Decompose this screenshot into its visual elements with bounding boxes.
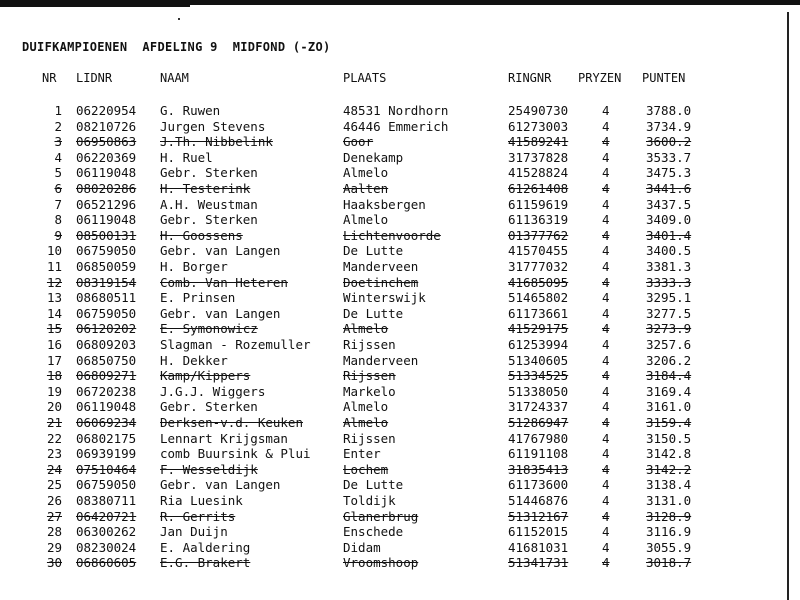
cell-ringnr: 61152015 — [508, 524, 569, 540]
header-nr: NR — [42, 71, 57, 85]
cell-lidnr: 06850750 — [76, 352, 137, 368]
cell-punten: 3138.4 — [646, 477, 692, 493]
cell-pryzen: 4 — [602, 103, 610, 118]
cell-lidnr: 06759050 — [76, 477, 137, 493]
cell-ringnr: 61159619 — [508, 196, 569, 212]
cell-plaats: 48531 Nordhorn — [343, 103, 449, 118]
cell-lidnr: 06809271 — [76, 368, 137, 384]
cell-pryzen: 4 — [602, 383, 610, 399]
cell-plaats: Rijssen — [343, 368, 396, 384]
cell-ringnr: 41529175 — [508, 321, 569, 337]
cell-ringnr: 51338050 — [508, 383, 569, 399]
cell-pryzen: 4 — [602, 493, 610, 508]
cell-lidnr: 06720238 — [76, 383, 137, 399]
cell-ringnr: 51465802 — [508, 290, 569, 306]
table-row — [0, 431, 786, 446]
cell-lidnr: 06119048 — [76, 212, 137, 228]
cell-punten: 3788.0 — [646, 103, 692, 118]
cell-naam: Comb. Van Heteren — [160, 274, 288, 290]
table-row — [0, 384, 786, 399]
cell-nr: 30 — [46, 555, 62, 571]
cell-plaats: Glanerbrug — [343, 508, 419, 524]
cell-lidnr: 06850059 — [76, 259, 137, 274]
cell-plaats: Toldijk — [343, 493, 396, 508]
cell-naam: H. Borger — [160, 259, 228, 274]
cell-naam: H. Ruel — [160, 149, 213, 165]
cell-pryzen: 4 — [602, 290, 610, 306]
cell-naam: E. Prinsen — [160, 290, 236, 306]
cell-lidnr: 06939199 — [76, 446, 137, 462]
cell-nr: 12 — [46, 274, 62, 290]
cell-punten: 3055.9 — [646, 539, 692, 555]
cell-lidnr: 06119048 — [76, 165, 137, 181]
cell-lidnr: 06119048 — [76, 399, 137, 415]
cell-nr: 10 — [46, 243, 62, 259]
cell-plaats: De Lutte — [343, 243, 404, 259]
cell-naam: Lennart Krijgsman — [160, 430, 288, 446]
cell-punten: 3018.7 — [646, 555, 692, 571]
cell-pryzen: 4 — [602, 415, 610, 430]
cell-plaats: Didam — [343, 539, 381, 555]
cell-nr: 25 — [46, 477, 62, 493]
cell-lidnr: 06950863 — [76, 134, 137, 150]
cell-pryzen: 4 — [602, 149, 610, 165]
table-row — [0, 119, 786, 134]
cell-nr: 1 — [54, 103, 62, 118]
cell-pryzen: 4 — [602, 134, 610, 150]
cell-lidnr: 06220954 — [76, 103, 137, 118]
header-lidnr: LIDNR — [76, 71, 113, 85]
cell-lidnr: 06220369 — [76, 149, 137, 165]
cell-plaats: Almelo — [343, 399, 389, 415]
cell-naam: H. Testerink — [160, 181, 251, 196]
cell-nr: 8 — [54, 212, 62, 228]
cell-punten: 3159.4 — [646, 415, 692, 430]
table-row — [0, 134, 786, 149]
cell-nr: 4 — [54, 149, 62, 165]
cell-punten: 3150.5 — [646, 430, 692, 446]
cell-naam: E. Aaldering — [160, 539, 251, 555]
cell-ringnr: 41589241 — [508, 134, 569, 150]
cell-punten: 3161.0 — [646, 399, 692, 415]
cell-plaats: Vroomshoop — [343, 555, 419, 571]
cell-nr: 15 — [46, 321, 62, 337]
cell-lidnr: 06809203 — [76, 337, 137, 352]
table-row — [0, 493, 786, 508]
cell-ringnr: 01377762 — [508, 227, 569, 243]
cell-pryzen: 4 — [602, 524, 610, 540]
cell-nr: 19 — [46, 383, 62, 399]
cell-lidnr: 06860605 — [76, 555, 137, 571]
cell-naam: Jurgen Stevens — [160, 118, 266, 134]
document-title: DUIFKAMPIOENEN AFDELING 9 MIDFOND (-ZO) — [22, 40, 331, 54]
cell-ringnr: 31737828 — [508, 149, 569, 165]
cell-naam: J.Th. Nibbelink — [160, 134, 273, 150]
cell-ringnr: 31724337 — [508, 399, 569, 415]
cell-pryzen: 4 — [602, 399, 610, 415]
cell-pryzen: 4 — [602, 212, 610, 228]
cell-pryzen: 4 — [602, 274, 610, 290]
cell-nr: 22 — [46, 430, 62, 446]
cell-nr: 23 — [46, 446, 62, 462]
table-row — [0, 509, 786, 524]
cell-plaats: Haaksbergen — [343, 196, 426, 212]
cell-punten: 3169.4 — [646, 383, 692, 399]
cell-lidnr: 06120202 — [76, 321, 137, 337]
cell-pryzen: 4 — [602, 118, 610, 134]
cell-pryzen: 4 — [602, 181, 610, 196]
cell-plaats: Rijssen — [343, 430, 396, 446]
cell-punten: 3734.9 — [646, 118, 692, 134]
cell-punten: 3409.0 — [646, 212, 692, 228]
cell-pryzen: 4 — [602, 227, 610, 243]
cell-pryzen: 4 — [602, 368, 610, 384]
cell-nr: 28 — [46, 524, 62, 540]
cell-naam: H. Dekker — [160, 352, 228, 368]
cell-naam: comb Buursink & Plui — [160, 446, 311, 462]
cell-naam: Derksen-v.d. Keuken — [160, 415, 303, 430]
cell-ringnr: 41685095 — [508, 274, 569, 290]
cell-plaats: Manderveen — [343, 352, 419, 368]
cell-punten: 3381.3 — [646, 259, 692, 274]
cell-plaats: Almelo — [343, 321, 389, 337]
cell-lidnr: 06521296 — [76, 196, 137, 212]
cell-plaats: Rijssen — [343, 337, 396, 352]
table-row — [0, 181, 786, 196]
cell-naam: Gebr. van Langen — [160, 305, 281, 321]
cell-pryzen: 4 — [602, 321, 610, 337]
cell-nr: 21 — [46, 415, 62, 430]
cell-punten: 3131.0 — [646, 493, 692, 508]
scan-right-edge — [787, 12, 789, 600]
table-row — [0, 524, 786, 539]
table-row — [0, 212, 786, 227]
cell-nr: 27 — [46, 508, 62, 524]
cell-ringnr: 51446876 — [508, 493, 569, 508]
cell-lidnr: 08230024 — [76, 539, 137, 555]
cell-pryzen: 4 — [602, 508, 610, 524]
cell-punten: 3277.5 — [646, 305, 692, 321]
cell-pryzen: 4 — [602, 555, 610, 571]
cell-lidnr: 06069234 — [76, 415, 137, 430]
cell-lidnr: 08210726 — [76, 118, 137, 134]
scan-top-border-thick — [0, 0, 190, 7]
cell-naam: J.G.J. Wiggers — [160, 383, 266, 399]
cell-ringnr: 51334525 — [508, 368, 569, 384]
cell-lidnr: 08020286 — [76, 181, 137, 196]
table-row — [0, 337, 786, 352]
cell-naam: E.G. Brakert — [160, 555, 251, 571]
cell-punten: 3257.6 — [646, 337, 692, 352]
cell-pryzen: 4 — [602, 461, 610, 477]
cell-ringnr: 31777032 — [508, 259, 569, 274]
cell-ringnr: 51286947 — [508, 415, 569, 430]
cell-lidnr: 06759050 — [76, 305, 137, 321]
cell-naam: Jan Duijn — [160, 524, 228, 540]
cell-plaats: Almelo — [343, 212, 389, 228]
cell-nr: 3 — [54, 134, 62, 150]
table-row — [0, 415, 786, 430]
table-row — [0, 150, 786, 165]
cell-punten: 3142.2 — [646, 461, 692, 477]
table-row — [0, 462, 786, 477]
cell-pryzen: 4 — [602, 243, 610, 259]
cell-pryzen: 4 — [602, 196, 610, 212]
cell-ringnr: 61273003 — [508, 118, 569, 134]
table-row — [0, 290, 786, 305]
table-row — [0, 446, 786, 461]
cell-ringnr: 61261408 — [508, 181, 569, 196]
cell-ringnr: 61191108 — [508, 446, 569, 462]
cell-naam: F. Wesseldijk — [160, 461, 258, 477]
cell-punten: 3401.4 — [646, 227, 692, 243]
cell-naam: Slagman - Rozemuller — [160, 337, 311, 352]
cell-ringnr: 51341731 — [508, 555, 569, 571]
table-row — [0, 399, 786, 414]
cell-plaats: Doetinchem — [343, 274, 419, 290]
table-row — [0, 306, 786, 321]
cell-punten: 3600.2 — [646, 134, 692, 150]
cell-punten: 3128.9 — [646, 508, 692, 524]
table-row — [0, 275, 786, 290]
cell-ringnr: 61253994 — [508, 337, 569, 352]
cell-pryzen: 4 — [602, 539, 610, 555]
cell-punten: 3206.2 — [646, 352, 692, 368]
cell-pryzen: 4 — [602, 259, 610, 274]
cell-punten: 3475.3 — [646, 165, 692, 181]
table-row — [0, 228, 786, 243]
table-row — [0, 321, 786, 336]
cell-punten: 3295.1 — [646, 290, 692, 306]
table-row — [0, 103, 786, 118]
cell-punten: 3184.4 — [646, 368, 692, 384]
cell-pryzen: 4 — [602, 477, 610, 493]
cell-ringnr: 41528824 — [508, 165, 569, 181]
cell-naam: R. Gerrits — [160, 508, 236, 524]
cell-lidnr: 06759050 — [76, 243, 137, 259]
table-row — [0, 353, 786, 368]
cell-plaats: Denekamp — [343, 149, 404, 165]
cell-nr: 26 — [46, 493, 62, 508]
cell-lidnr: 06300262 — [76, 524, 137, 540]
cell-punten: 3142.8 — [646, 446, 692, 462]
cell-plaats: Aalten — [343, 181, 389, 196]
cell-ringnr: 61173661 — [508, 305, 569, 321]
table-row — [0, 368, 786, 383]
cell-nr: 11 — [46, 259, 62, 274]
cell-lidnr: 06420721 — [76, 508, 137, 524]
cell-ringnr: 25490730 — [508, 103, 569, 118]
cell-plaats: 46446 Emmerich — [343, 118, 449, 134]
cell-ringnr: 41570455 — [508, 243, 569, 259]
cell-lidnr: 08380711 — [76, 493, 137, 508]
cell-plaats: Markelo — [343, 383, 396, 399]
cell-plaats: De Lutte — [343, 305, 404, 321]
cell-naam: Gebr. Sterken — [160, 212, 258, 228]
header-plaats: PLAATS — [343, 71, 387, 85]
header-punten: PUNTEN — [642, 71, 686, 85]
cell-pryzen: 4 — [602, 352, 610, 368]
cell-lidnr: 08319154 — [76, 274, 137, 290]
cell-ringnr: 51340605 — [508, 352, 569, 368]
table-row — [0, 540, 786, 555]
cell-naam: A.H. Weustman — [160, 196, 258, 212]
cell-punten: 3400.5 — [646, 243, 692, 259]
table-row — [0, 165, 786, 180]
table-row — [0, 243, 786, 258]
cell-plaats: Almelo — [343, 165, 389, 181]
cell-lidnr: 06802175 — [76, 430, 137, 446]
cell-nr: 2 — [54, 118, 62, 134]
cell-punten: 3441.6 — [646, 181, 692, 196]
cell-nr: 14 — [46, 305, 62, 321]
cell-pryzen: 4 — [602, 305, 610, 321]
cell-nr: 5 — [54, 165, 62, 181]
cell-punten: 3116.9 — [646, 524, 692, 540]
cell-ringnr: 61173600 — [508, 477, 569, 493]
cell-nr: 6 — [54, 181, 62, 196]
cell-nr: 13 — [46, 290, 62, 306]
cell-nr: 17 — [46, 352, 62, 368]
cell-lidnr: 08680511 — [76, 290, 137, 306]
cell-plaats: Winterswijk — [343, 290, 426, 306]
cell-nr: 20 — [46, 399, 62, 415]
cell-lidnr: 07510464 — [76, 461, 137, 477]
cell-punten: 3437.5 — [646, 196, 692, 212]
cell-pryzen: 4 — [602, 446, 610, 462]
cell-ringnr: 31835413 — [508, 461, 569, 477]
cell-naam: H. Goossens — [160, 227, 243, 243]
cell-naam: Gebr. Sterken — [160, 165, 258, 181]
cell-naam: Gebr. van Langen — [160, 243, 281, 259]
cell-naam: Kamp/Kippers — [160, 368, 251, 384]
cell-nr: 29 — [46, 539, 62, 555]
cell-plaats: Enter — [343, 446, 381, 462]
table-row — [0, 477, 786, 492]
scan-speck — [178, 18, 180, 20]
cell-plaats: Lochem — [343, 461, 389, 477]
cell-lidnr: 08500131 — [76, 227, 137, 243]
cell-naam: Gebr. Sterken — [160, 399, 258, 415]
header-naam: NAAM — [160, 71, 189, 85]
table-row — [0, 259, 786, 274]
cell-plaats: Goor — [343, 134, 374, 150]
cell-nr: 16 — [46, 337, 62, 352]
cell-naam: Gebr. van Langen — [160, 477, 281, 493]
cell-nr: 24 — [46, 461, 62, 477]
cell-naam: G. Ruwen — [160, 103, 221, 118]
cell-nr: 7 — [54, 196, 62, 212]
cell-naam: Ria Luesink — [160, 493, 243, 508]
cell-pryzen: 4 — [602, 430, 610, 446]
table-row — [0, 555, 786, 570]
header-ringnr: RINGNR — [508, 71, 552, 85]
cell-ringnr: 41767980 — [508, 430, 569, 446]
cell-nr: 9 — [54, 227, 62, 243]
cell-plaats: Manderveen — [343, 259, 419, 274]
cell-plaats: Enschede — [343, 524, 404, 540]
cell-ringnr: 41681031 — [508, 539, 569, 555]
table-row — [0, 197, 786, 212]
cell-naam: E. Symonowicz — [160, 321, 258, 337]
cell-plaats: Lichtenvoorde — [343, 227, 441, 243]
cell-plaats: Almelo — [343, 415, 389, 430]
cell-ringnr: 51312167 — [508, 508, 569, 524]
cell-ringnr: 61136319 — [508, 212, 569, 228]
cell-punten: 3273.9 — [646, 321, 692, 337]
cell-plaats: De Lutte — [343, 477, 404, 493]
cell-punten: 3533.7 — [646, 149, 692, 165]
cell-pryzen: 4 — [602, 337, 610, 352]
cell-pryzen: 4 — [602, 165, 610, 181]
header-pryzen: PRYZEN — [578, 71, 622, 85]
cell-punten: 3333.3 — [646, 274, 692, 290]
cell-nr: 18 — [46, 368, 62, 384]
